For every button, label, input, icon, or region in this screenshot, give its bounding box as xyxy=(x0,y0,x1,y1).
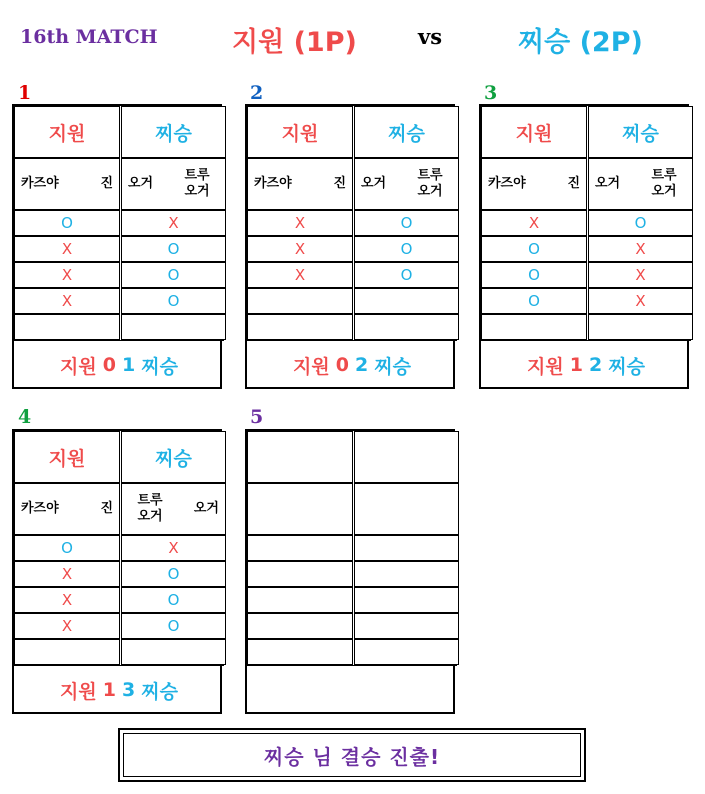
player-name: 오거 xyxy=(595,176,621,191)
player-name: 카즈야 xyxy=(254,176,292,191)
team2-round-result: O xyxy=(354,210,459,236)
final-result-box xyxy=(118,728,586,782)
player-name: 트루 오거 xyxy=(417,168,443,199)
team1-round-result xyxy=(247,314,353,340)
team1-round-result: X xyxy=(14,587,120,613)
team2-round-result xyxy=(121,314,226,340)
team2-round-result: O xyxy=(121,236,226,262)
score-team1-name: 지원 xyxy=(60,355,97,378)
team2-players xyxy=(121,158,226,210)
score-team2-value: 3 xyxy=(122,679,136,701)
team2-round-result xyxy=(121,639,226,665)
score-team2-name: 찌승 xyxy=(374,355,411,378)
team1-round-result: O xyxy=(481,288,587,314)
game-number: 3 xyxy=(484,82,498,104)
game-table xyxy=(245,104,455,389)
team1-round-result xyxy=(247,288,353,314)
game-table xyxy=(245,429,455,714)
game-score xyxy=(247,340,457,389)
player-name: 오거 xyxy=(193,501,219,516)
game-number: 5 xyxy=(250,406,264,428)
team2-round-result: O xyxy=(121,288,226,314)
player-name: 카즈야 xyxy=(21,501,59,516)
player2-title: 찌승 (2P) xyxy=(518,27,643,58)
team1-round-result xyxy=(247,561,353,587)
player1-title: 지원 (1P) xyxy=(232,27,357,58)
team1-round-result: X xyxy=(14,236,120,262)
final-result-text: 찌승 님 결승 진출! xyxy=(123,733,581,777)
team2-round-result xyxy=(588,314,693,340)
player-name: 진 xyxy=(100,176,113,191)
game-score xyxy=(14,665,224,714)
team2-name: 찌승 xyxy=(121,431,226,483)
player-name: 진 xyxy=(567,176,580,191)
team1-players xyxy=(247,483,353,535)
team1-round-result: O xyxy=(14,535,120,561)
game-score xyxy=(481,340,691,389)
team1-round-result xyxy=(14,639,120,665)
team1-round-result xyxy=(247,535,353,561)
team1-name: 지원 xyxy=(481,106,587,158)
team2-round-result: O xyxy=(121,587,226,613)
game-table xyxy=(12,429,222,714)
team2-round-result: O xyxy=(121,561,226,587)
team2-round-result xyxy=(354,587,459,613)
team2-round-result xyxy=(354,535,459,561)
team1-players xyxy=(247,158,353,210)
player-name: 카즈야 xyxy=(21,176,59,191)
player-name: 오거 xyxy=(128,176,154,191)
player-name: 오거 xyxy=(361,176,387,191)
game-table xyxy=(479,104,689,389)
team2-name: 찌승 xyxy=(588,106,693,158)
game-number: 1 xyxy=(18,82,32,104)
team1-round-result: X xyxy=(14,262,120,288)
game-number: 4 xyxy=(18,406,32,428)
team2-players xyxy=(354,483,459,535)
vs-label: vs xyxy=(418,24,443,49)
team1-round-result: O xyxy=(14,210,120,236)
score-team1-name: 지원 xyxy=(527,355,564,378)
score-team1-name: 지원 xyxy=(60,680,97,703)
game-table xyxy=(12,104,222,389)
team1-players xyxy=(481,158,587,210)
match-label: 16th MATCH xyxy=(20,26,158,48)
team2-players xyxy=(354,158,459,210)
team1-round-result: X xyxy=(14,613,120,639)
team1-round-result: X xyxy=(481,210,587,236)
team2-round-result xyxy=(354,561,459,587)
team2-round-result xyxy=(354,639,459,665)
score-team1-value: 1 xyxy=(102,679,116,701)
score-team2-value: 2 xyxy=(355,354,369,376)
player-name: 트루 오거 xyxy=(651,168,677,199)
team1-name: 지원 xyxy=(14,106,120,158)
player-name: 카즈야 xyxy=(488,176,526,191)
team1-round-result: O xyxy=(481,262,587,288)
team2-round-result: X xyxy=(121,210,226,236)
score-team1-value: 0 xyxy=(335,354,349,376)
team2-round-result: X xyxy=(588,236,693,262)
team1-round-result xyxy=(247,639,353,665)
team1-round-result: X xyxy=(247,262,353,288)
player-name: 진 xyxy=(100,501,113,516)
team1-round-result xyxy=(247,613,353,639)
team1-round-result: X xyxy=(247,210,353,236)
team1-name xyxy=(247,431,353,483)
game-number: 2 xyxy=(250,82,264,104)
team2-players xyxy=(121,483,226,535)
score-team1-value: 0 xyxy=(102,354,116,376)
team2-round-result: X xyxy=(588,288,693,314)
team1-round-result xyxy=(247,587,353,613)
team2-round-result: O xyxy=(354,262,459,288)
team1-players xyxy=(14,158,120,210)
score-team2-name: 찌승 xyxy=(608,355,645,378)
team2-round-result xyxy=(354,288,459,314)
game-score xyxy=(247,665,457,714)
team1-round-result xyxy=(14,314,120,340)
team2-round-result xyxy=(354,613,459,639)
team2-round-result: O xyxy=(588,210,693,236)
score-team2-value: 2 xyxy=(589,354,603,376)
team2-round-result: O xyxy=(121,262,226,288)
player-name: 트루 오거 xyxy=(137,493,163,524)
team1-name: 지원 xyxy=(247,106,353,158)
score-team1-name: 지원 xyxy=(293,355,330,378)
team2-round-result: X xyxy=(121,535,226,561)
team1-round-result xyxy=(481,314,587,340)
score-team2-name: 찌승 xyxy=(141,680,178,703)
team1-round-result: X xyxy=(247,236,353,262)
score-team2-name: 찌승 xyxy=(141,355,178,378)
team2-round-result: X xyxy=(588,262,693,288)
game-score xyxy=(14,340,224,389)
team2-players xyxy=(588,158,693,210)
team1-name: 지원 xyxy=(14,431,120,483)
team2-name xyxy=(354,431,459,483)
score-team2-value: 1 xyxy=(122,354,136,376)
player-name: 진 xyxy=(333,176,346,191)
score-team1-value: 1 xyxy=(569,354,583,376)
team2-round-result: O xyxy=(354,236,459,262)
team2-name: 찌승 xyxy=(121,106,226,158)
player-name: 트루 오거 xyxy=(184,168,210,199)
team2-name: 찌승 xyxy=(354,106,459,158)
team2-round-result: O xyxy=(121,613,226,639)
team1-round-result: X xyxy=(14,288,120,314)
team1-round-result: X xyxy=(14,561,120,587)
team1-players xyxy=(14,483,120,535)
team1-round-result: O xyxy=(481,236,587,262)
team2-round-result xyxy=(354,314,459,340)
